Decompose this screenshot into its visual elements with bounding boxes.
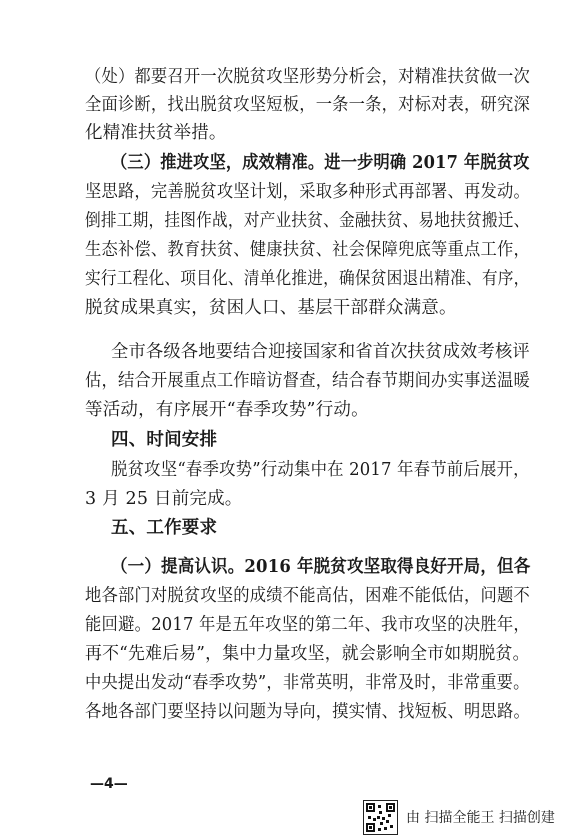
qr-code-icon xyxy=(363,800,398,835)
text-line: 化精准扶贫举措。 xyxy=(85,123,227,143)
text-line: 等活动，有序展开“春季攻势”行动。 xyxy=(85,400,369,420)
scanner-watermark xyxy=(363,800,555,834)
text-line: 实行工程化、项目化、清单化推进，确保贫困退出精准、有序， xyxy=(85,269,530,289)
text-line: 五、工作要求 xyxy=(111,518,218,538)
text-line: 坚思路，完善脱贫攻坚计划，采取多种形式再部署、再发动。 xyxy=(85,182,530,202)
text-line: （处）都要召开一次脱贫攻坚形势分析会，对精准扶贫做一次 xyxy=(85,67,530,87)
text-line: 再不“先难后易”，集中力量攻坚，就会影响全市如期脱贫。 xyxy=(85,644,530,664)
scanner-footer-text: 由 扫描全能王 扫描创建 xyxy=(406,810,555,826)
text-line: （三）推进攻坚，成效精准。进一步明确 2017 年脱贫攻 xyxy=(111,153,530,173)
text-line: 脱贫成果真实，贫困人口、基层干部群众满意。 xyxy=(85,298,457,318)
text-line: 脱贫攻坚“春季攻势”行动集中在 2017 年春节前后展开， xyxy=(111,460,530,480)
text-line: 各地各部门要坚持以问题为导向，摸实情、找短板、明思路。 xyxy=(85,702,530,722)
text-line: 生态补偿、教育扶贫、健康扶贫、社会保障兜底等重点工作， xyxy=(85,240,530,260)
text-line: 中央提出发动“春季攻势”，非常英明，非常及时，非常重要。 xyxy=(85,673,530,693)
text-line: 能回避。2017 年是五年攻坚的第二年、我市攻坚的决胜年， xyxy=(85,615,530,635)
text-line: 3 月 25 日前完成。 xyxy=(85,489,243,509)
text-line: 全面诊断，找出脱贫攻坚短板，一条一条，对标对表，研究深 xyxy=(85,95,530,115)
text-line: （一）提高认识。2016 年脱贫攻坚取得良好开局，但各 xyxy=(111,557,531,577)
text-line: 估，结合开展重点工作暗访督查，结合春节期间办实事送温暖 xyxy=(85,371,530,391)
page-number: —4— xyxy=(90,776,128,792)
text-line: 地各部门对脱贫攻坚的成绩不能高估，困难不能低估，问题不 xyxy=(85,586,530,606)
text-line: 倒排工期，挂图作战，对产业扶贫、金融扶贫、易地扶贫搬迁、 xyxy=(85,211,530,231)
text-line: 全市各级各地要结合迎接国家和省首次扶贫成效考核评 xyxy=(111,342,530,362)
text-line: 四、时间安排 xyxy=(111,430,218,450)
